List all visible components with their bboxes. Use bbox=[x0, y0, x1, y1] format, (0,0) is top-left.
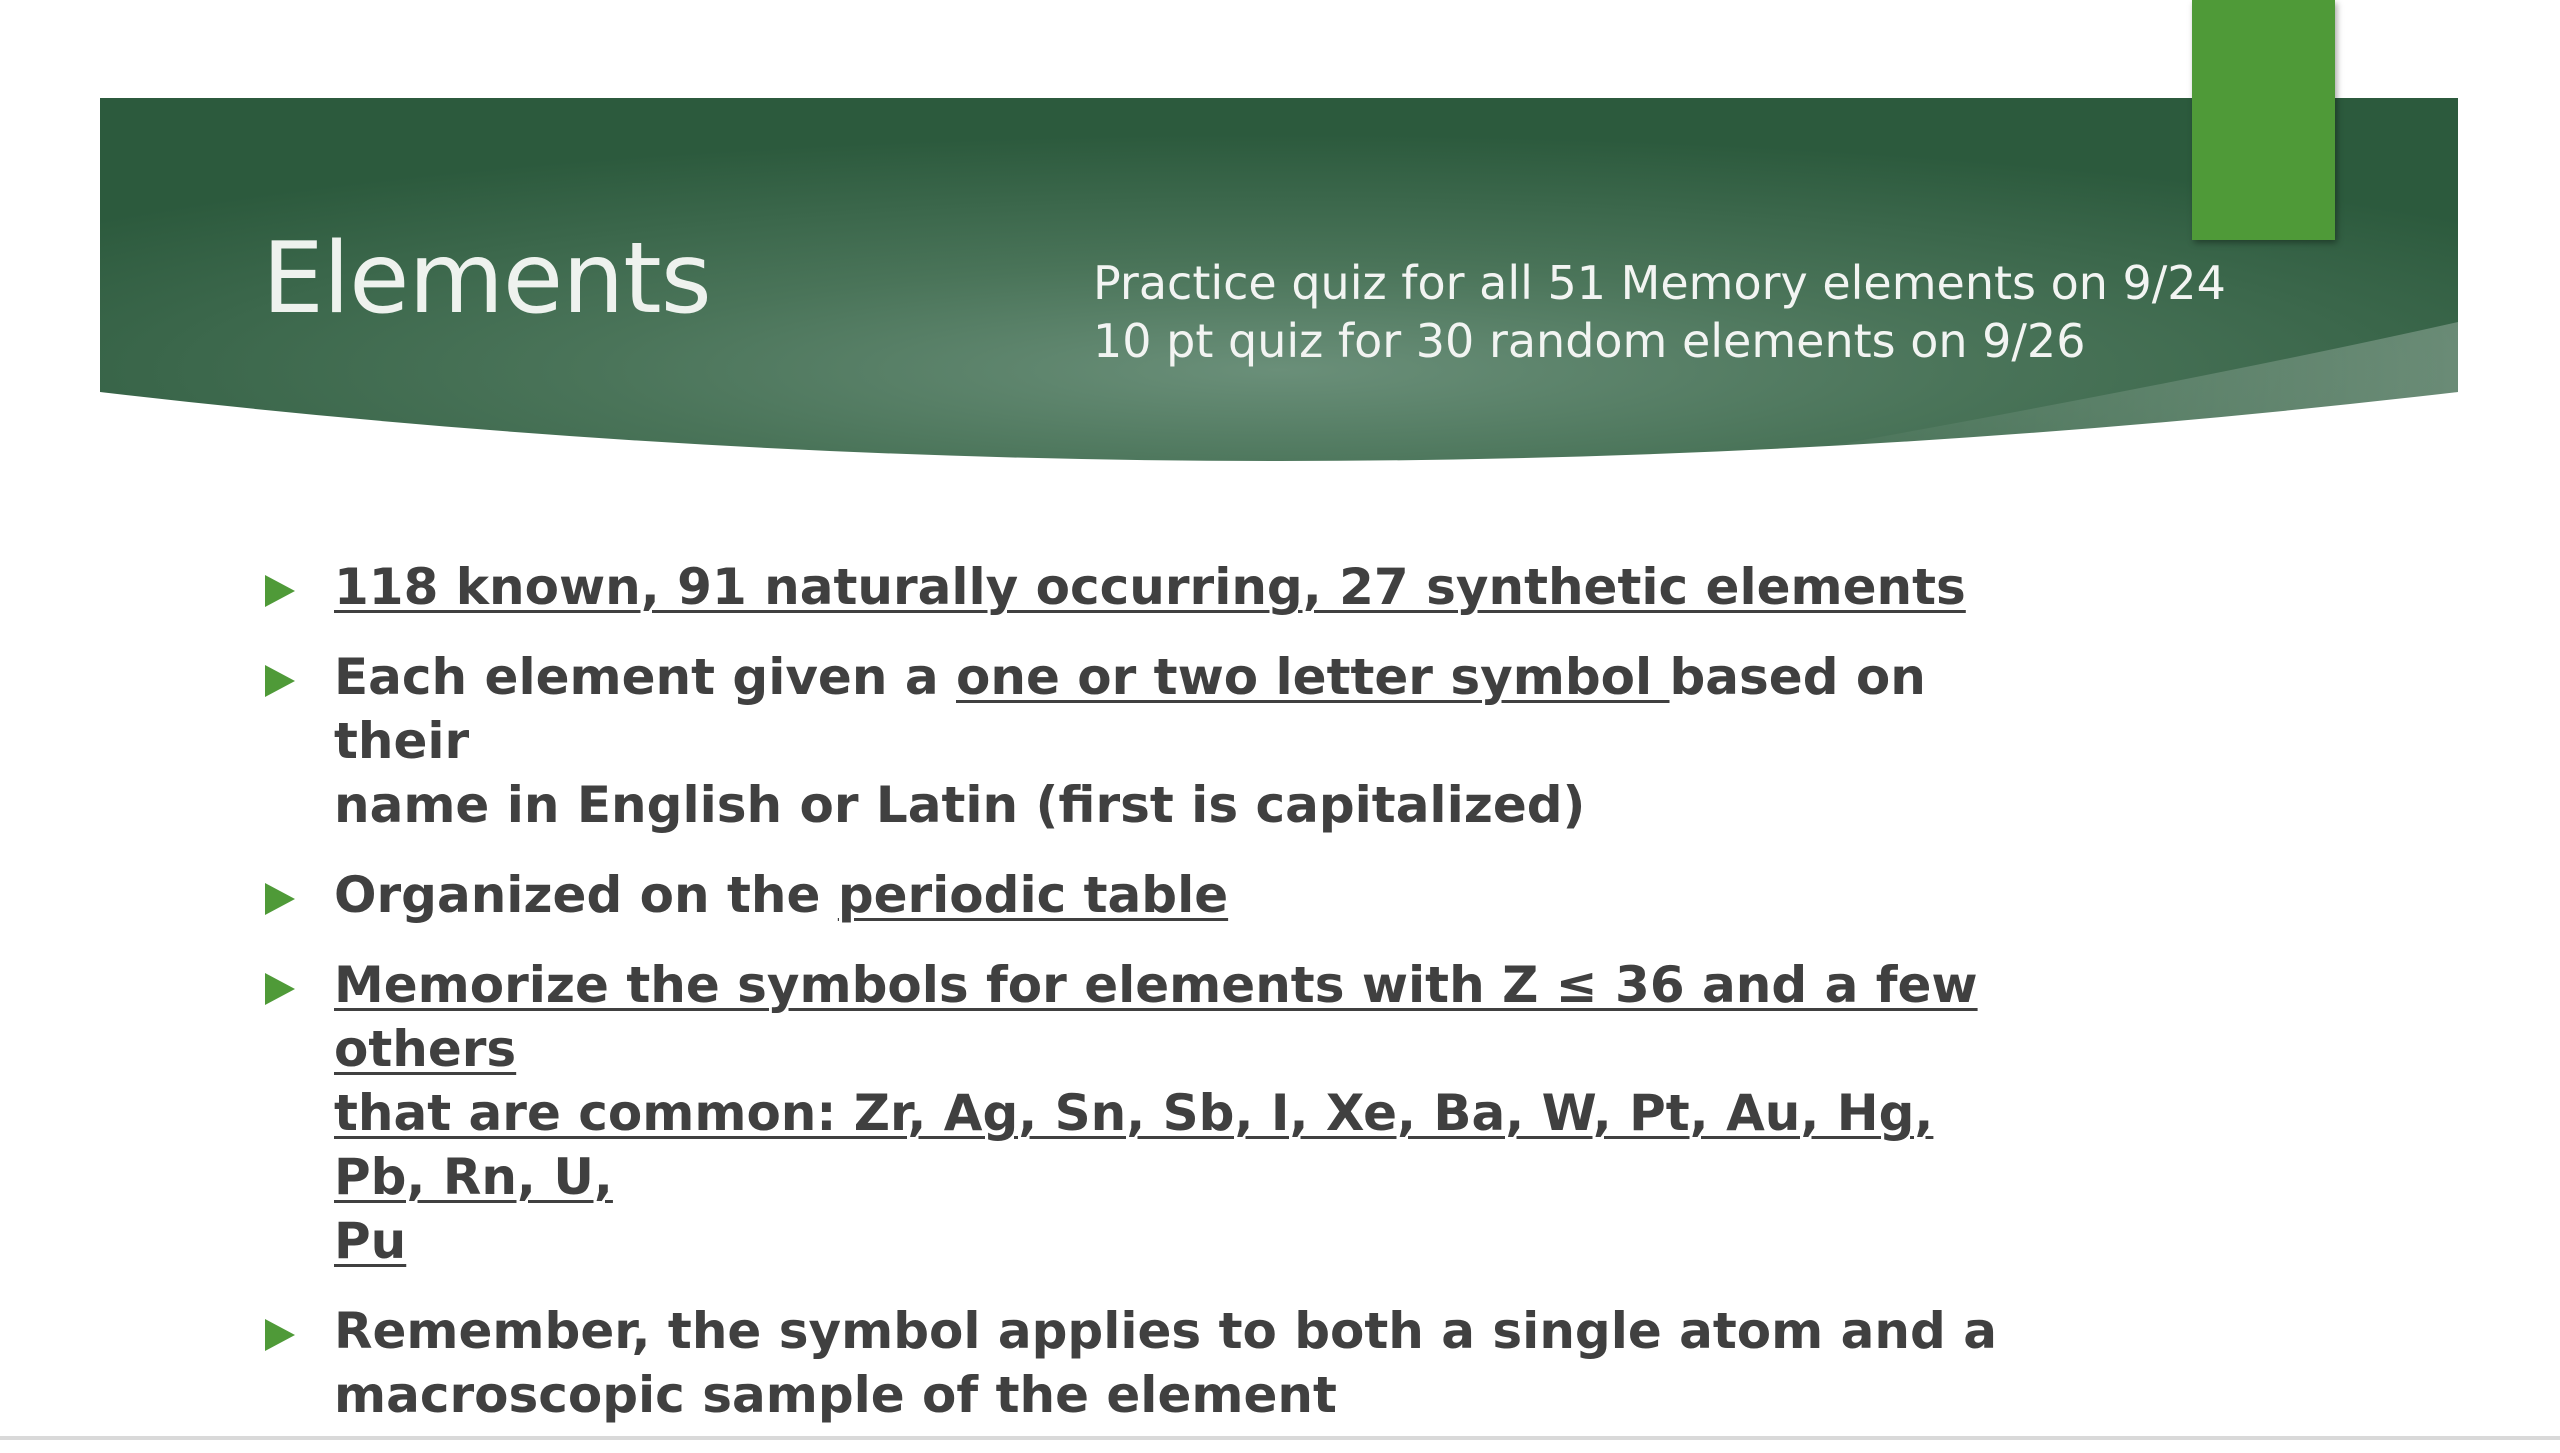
bullet-item bbox=[262, 953, 2042, 1273]
bullet-text bbox=[334, 645, 2042, 837]
bullet-segment: macroscopic sample of the element bbox=[334, 1366, 1337, 1424]
triangle-right-icon bbox=[265, 1319, 295, 1351]
bullet-item bbox=[262, 1299, 2042, 1427]
bullet-segment: Pu bbox=[334, 1212, 407, 1270]
bullet-segment: Each element given a bbox=[334, 648, 956, 706]
bullet-segment: Memorize the symbols for elements with Z ≤ 36 and a few others bbox=[334, 956, 1978, 1078]
bullet-segment: Remember, the symbol applies to both a single atom and a bbox=[334, 1302, 1997, 1360]
bullet-segment: one or two letter symbol bbox=[956, 648, 1670, 706]
bullet-segment: Organized on the bbox=[334, 866, 838, 924]
triangle-right-icon bbox=[265, 973, 295, 1005]
bullet-segment: based on their bbox=[334, 648, 1926, 770]
bullet-text bbox=[334, 953, 2042, 1273]
bullet-segment: 118 known, 91 naturally occurring, 27 synthetic elements bbox=[334, 558, 1966, 616]
slide-bottom-border bbox=[0, 1436, 2560, 1440]
bullet-segment: periodic table bbox=[837, 866, 1229, 924]
triangle-right-icon bbox=[265, 575, 295, 607]
bullet-segment: name in English or Latin (first is capitalized) bbox=[334, 776, 1586, 834]
bullet-text bbox=[334, 863, 2042, 927]
bullet-segment: that are common: Zr, Ag, Sn, Sb, I, Xe, Ba, W, Pt, Au, Hg, Pb, Rn, U, bbox=[334, 1084, 1934, 1206]
bullet-item bbox=[262, 645, 2042, 837]
bullet-text bbox=[334, 555, 2042, 619]
bullet-text bbox=[334, 1299, 2042, 1427]
bullet-list bbox=[262, 555, 2042, 1453]
subtitle-line: Practice quiz for all 51 Memory elements on 9/24 bbox=[1093, 256, 2226, 310]
bullet-item bbox=[262, 863, 2042, 927]
triangle-right-icon bbox=[265, 665, 295, 697]
accent-tab bbox=[2192, 0, 2335, 240]
triangle-right-icon bbox=[265, 883, 295, 915]
slide-title: Elements bbox=[262, 222, 711, 336]
slide-subtitle bbox=[1093, 254, 2226, 370]
subtitle-line: 10 pt quiz for 30 random elements on 9/26 bbox=[1093, 314, 2086, 368]
bullet-item bbox=[262, 555, 2042, 619]
